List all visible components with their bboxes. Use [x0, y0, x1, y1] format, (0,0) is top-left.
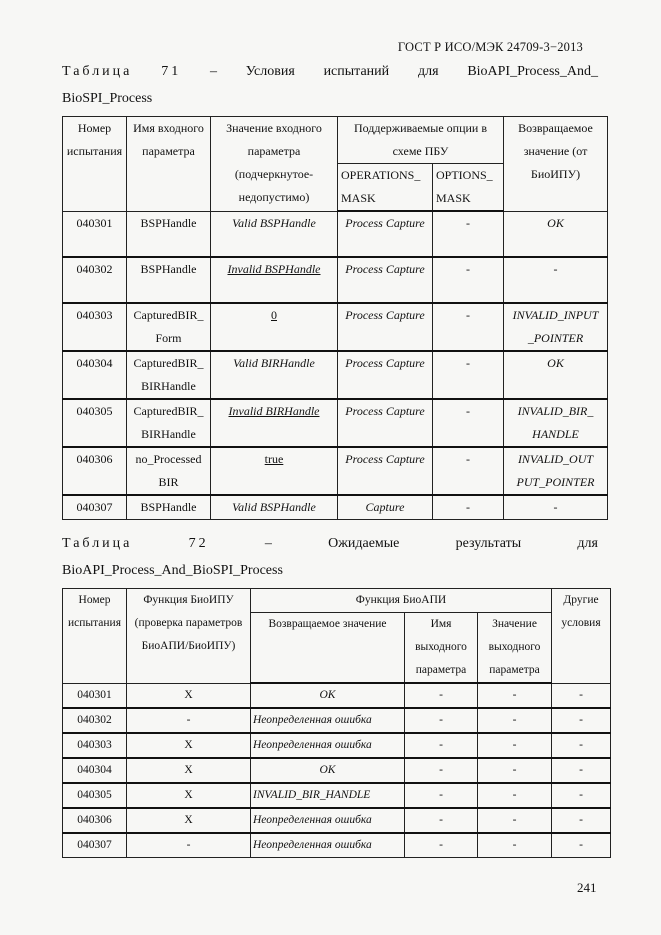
caption-line2: BioSPI_Process [62, 91, 153, 106]
return-value-cell: OK [251, 683, 405, 708]
caption-word: Ожидаемые [328, 536, 400, 551]
table-row [63, 733, 611, 758]
header-bioipu: Функция БиоИПУ (проверка параметров БиоАПИ/БиоИПУ) [127, 589, 251, 684]
param-check-cell: X [127, 783, 251, 808]
param-name-cell: BSPHandle [127, 211, 211, 257]
operations-mask-cell: Process Capture [338, 303, 433, 351]
return-value-cell: - [504, 495, 608, 520]
table-row [63, 708, 611, 733]
table-row [63, 683, 611, 708]
return-value-cell: INVALID_OUT PUT_POINTER [504, 447, 608, 495]
param-value-cell: Invalid BSPHandle [211, 257, 338, 303]
return-value-cell: Неопределенная ошибка [251, 808, 405, 833]
test-number-cell: 040304 [63, 758, 127, 783]
operations-mask-cell: Process Capture [338, 399, 433, 447]
return-value-cell: OK [504, 211, 608, 257]
table-row [63, 783, 611, 808]
param-name-cell: BSPHandle [127, 495, 211, 520]
caption-word: испытаний [323, 64, 390, 79]
param-check-cell: - [127, 708, 251, 733]
param-check-cell: X [127, 733, 251, 758]
caption-dash: – [264, 536, 272, 551]
param-check-cell: X [127, 808, 251, 833]
output-value-cell: - [478, 783, 552, 808]
return-value-cell: Неопределенная ошибка [251, 833, 405, 858]
header-value: Значение входного параметра (подчеркнутое-недопустимо) [211, 117, 338, 212]
param-value-cell: Valid BSPHandle [211, 211, 338, 257]
param-value-cell: Valid BIRHandle [211, 351, 338, 399]
param-name-cell: CapturedBIR_ BIRHandle [127, 399, 211, 447]
output-value-cell: - [478, 683, 552, 708]
options-mask-cell: - [433, 211, 504, 257]
caption-word: для [577, 536, 598, 551]
other-conditions-cell: - [552, 683, 611, 708]
table71-caption [62, 58, 598, 112]
param-check-cell: X [127, 758, 251, 783]
test-number-cell: 040307 [63, 833, 127, 858]
caption-word: для [417, 64, 439, 79]
test-number-cell: 040306 [63, 447, 127, 495]
return-value-cell: Неопределенная ошибка [251, 733, 405, 758]
param-name-cell: CapturedBIR_ BIRHandle [127, 351, 211, 399]
table-row [63, 833, 611, 858]
output-name-cell: - [405, 683, 478, 708]
test-number-cell: 040305 [63, 783, 127, 808]
test-number-cell: 040304 [63, 351, 127, 399]
param-name-cell: no_Processed BIR [127, 447, 211, 495]
param-value-cell: true [211, 447, 338, 495]
param-value-cell: Valid BSPHandle [211, 495, 338, 520]
other-conditions-cell: - [552, 808, 611, 833]
table-row [63, 495, 608, 520]
output-name-cell: - [405, 808, 478, 833]
output-name-cell: - [405, 733, 478, 758]
table-row [63, 808, 611, 833]
caption-word: Условия [245, 64, 295, 79]
param-check-cell: X [127, 683, 251, 708]
test-number-cell: 040301 [63, 683, 127, 708]
test-number-cell: 040301 [63, 211, 127, 257]
output-value-cell: - [478, 833, 552, 858]
operations-mask-cell: Process Capture [338, 447, 433, 495]
output-name-cell: - [405, 758, 478, 783]
output-name-cell: - [405, 833, 478, 858]
operations-mask-cell: Process Capture [338, 211, 433, 257]
output-name-cell: - [405, 783, 478, 808]
table-row [63, 758, 611, 783]
caption-label: Таблица [62, 536, 133, 551]
options-mask-cell: - [433, 303, 504, 351]
output-value-cell: - [478, 808, 552, 833]
test-number-cell: 040302 [63, 257, 127, 303]
options-mask-cell: - [433, 351, 504, 399]
test-number-cell: 040305 [63, 399, 127, 447]
test-number-cell: 040303 [63, 303, 127, 351]
header-bioapi: Функция БиоАПИ [251, 589, 552, 613]
return-value-cell: INVALID_BIR_HANDLE [251, 783, 405, 808]
header-other: Другие условия [552, 589, 611, 684]
header-return: Возвращаемое значение [251, 613, 405, 684]
table-row [63, 257, 608, 303]
return-value-cell: - [504, 257, 608, 303]
header-operations-mask: OPERATIONS_ MASK [338, 164, 433, 212]
operations-mask-cell: Capture [338, 495, 433, 520]
options-mask-cell: - [433, 495, 504, 520]
table72 [62, 588, 611, 858]
output-value-cell: - [478, 733, 552, 758]
output-value-cell: - [478, 758, 552, 783]
table-row [63, 447, 608, 495]
header-options-mask: OPTIONS_ MASK [433, 164, 504, 212]
test-number-cell: 040306 [63, 808, 127, 833]
caption-word: результаты [455, 536, 522, 551]
header-num: Номер испытания [63, 117, 127, 212]
header-output-name: Имя выходного параметра [405, 613, 478, 684]
caption-word: BioAPI_Process_And_ [467, 64, 598, 79]
return-value-cell: OK [504, 351, 608, 399]
page-number: 241 [577, 880, 597, 895]
param-value-cell: 0 [211, 303, 338, 351]
param-name-cell: CapturedBIR_ Form [127, 303, 211, 351]
table-row [63, 399, 608, 447]
output-name-cell: - [405, 708, 478, 733]
param-name-cell: BSPHandle [127, 257, 211, 303]
return-value-cell: INVALID_INPUT _POINTER [504, 303, 608, 351]
other-conditions-cell: - [552, 783, 611, 808]
param-check-cell: - [127, 833, 251, 858]
table-row [63, 211, 608, 257]
header-num: Номер испытания [63, 589, 127, 684]
table-row [63, 303, 608, 351]
caption-number: 72 [188, 536, 209, 551]
caption-line2: BioAPI_Process_And_BioSPI_Process [62, 563, 283, 578]
return-value-cell: OK [251, 758, 405, 783]
operations-mask-cell: Process Capture [338, 351, 433, 399]
test-number-cell: 040303 [63, 733, 127, 758]
header-return: Возвращаемое значение (от БиоИПУ) [504, 117, 608, 212]
options-mask-cell: - [433, 399, 504, 447]
options-mask-cell: - [433, 447, 504, 495]
output-value-cell: - [478, 708, 552, 733]
test-number-cell: 040307 [63, 495, 127, 520]
table-row [63, 351, 608, 399]
return-value-cell: Неопределенная ошибка [251, 708, 405, 733]
caption-number: 71 [161, 64, 182, 79]
other-conditions-cell: - [552, 758, 611, 783]
return-value-cell: INVALID_BIR_ HANDLE [504, 399, 608, 447]
table72-caption [62, 530, 598, 584]
document-header: ГОСТ Р ИСО/МЭК 24709-3−2013 [397, 40, 583, 54]
operations-mask-cell: Process Capture [338, 257, 433, 303]
param-value-cell: Invalid BIRHandle [211, 399, 338, 447]
other-conditions-cell: - [552, 733, 611, 758]
table71 [62, 116, 608, 520]
other-conditions-cell: - [552, 708, 611, 733]
other-conditions-cell: - [552, 833, 611, 858]
header-name: Имя входного параметра [127, 117, 211, 212]
header-supported: Поддерживаемые опции в схеме ПБУ [338, 117, 504, 164]
caption-label: Таблица [62, 64, 133, 79]
caption-dash: – [209, 64, 217, 79]
header-output-value: Значение выходного параметра [478, 613, 552, 684]
options-mask-cell: - [433, 257, 504, 303]
test-number-cell: 040302 [63, 708, 127, 733]
